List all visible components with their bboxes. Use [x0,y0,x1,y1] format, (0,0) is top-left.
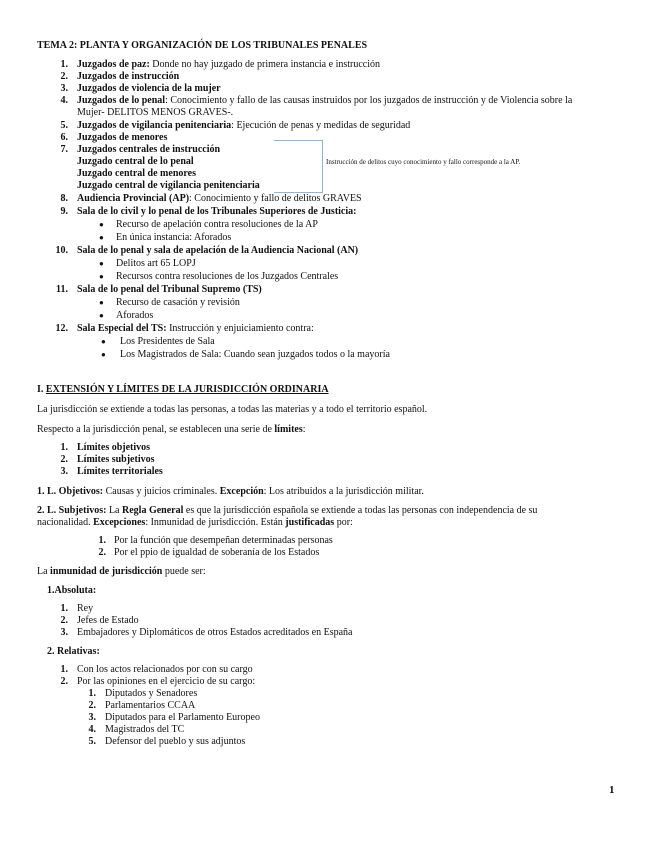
list-item: Sala de lo penal y sala de apelación de la Audiencia Nacional (AN) [77,245,359,256]
list-number: 3. [60,83,68,94]
list-number: 2. [88,700,96,711]
list-item-sub: Juzgado central de lo penal [77,156,194,167]
list-number: 1. [60,664,68,675]
list-item: Audiencia Provincial (AP): Conocimiento y fallo de delitos GRAVES [77,193,362,204]
list-number: 2. [60,615,68,626]
bullet-item: Aforados [116,310,154,321]
list-item: Juzgados de lo penal: Conocimiento y fallo de las causas instruidos por los juzgados de instrucción y de Violencia sobre la [77,95,573,106]
list-number: 1. [60,603,68,614]
bullet-icon: ● [99,233,104,242]
list-item: Sala de lo civil y lo penal de los Tribunales Superiores de Justicia: [77,206,357,217]
list-item: Límites objetivos [77,442,151,453]
list-number: 1. [98,535,106,546]
list-item: Parlamentarios CCAA [105,700,196,711]
list-number: 5. [88,736,96,747]
list-item: Por la función que desempeñan determinadas personas [114,535,333,546]
list-number: 7. [60,144,68,155]
list-item: Límites territoriales [77,466,163,477]
list-item: Sala de lo penal del Tribunal Supremo (TS) [77,284,262,295]
list-number: 1. [88,688,96,699]
list-item: Diputados para el Parlamento Europeo [105,712,260,723]
subheading: 1.Absoluta: [47,585,97,596]
bullet-icon: ● [99,259,104,268]
list-number: 2. [60,71,68,82]
paragraph: La inmunidad de jurisdicción puede ser: [37,566,206,577]
list-item: Juzgados de violencia de la mujer [77,83,221,94]
list-number: 6. [60,132,68,143]
bullet-item: Los Magistrados de Sala: Cuando sean juzgados todos o la mayoría [120,349,390,360]
list-number: 2. [60,676,68,687]
list-item-continuation: Mujer- DELITOS MENOS GRAVES-. [77,107,234,118]
list-number: 8. [60,193,68,204]
list-item: Juzgados de paz: Donde no hay juzgado de primera instancia e instrucción [77,59,380,70]
list-number: 9. [60,206,68,217]
list-item: Juzgados de instrucción [77,71,180,82]
list-item: Por las opiniones en el ejercicio de su cargo: [77,676,256,687]
list-number: 3. [88,712,96,723]
list-item-sub: Juzgado central de vigilancia penitenciaria [77,180,260,191]
paragraph: 1. L. Objetivos: Causas y juicios criminales. Excepción: Los atribuidos a la jurisdicción militar. [37,486,424,497]
list-number: 5. [60,120,68,131]
bracket-connector [274,140,323,193]
bullet-item: En única instancia: Aforados [116,232,232,243]
list-item: Con los actos relacionados por con su cargo [77,664,253,675]
paragraph: La jurisdicción se extiende a todas las personas, a todas las materias y a todo el territorio español. [37,404,428,415]
list-item: Sala Especial del TS: Instrucción y enjuiciamiento contra: [77,323,314,334]
bullet-item: Recurso de apelación contra resoluciones de la AP [116,219,318,230]
list-number: 4. [60,95,68,106]
list-number: 10. [55,245,68,256]
bullet-item: Recursos contra resoluciones de los Juzgados Centrales [116,271,339,282]
bullet-icon: ● [99,298,104,307]
list-number: 12. [55,323,68,334]
list-number: 11. [56,284,68,295]
paragraph: nacionalidad. Excepciones: Inmunidad de jurisdicción. Están justificadas por: [37,517,353,528]
paragraph: 2. L. Subjetivos: La Regla General es que la jurisdicción española se extiende a todas las personas con independencia de su [37,505,538,516]
list-number: 3. [60,627,68,638]
bullet-item: Recurso de casación y revisión [116,297,240,308]
bullet-item: Los Presidentes de Sala [120,336,215,347]
subheading: 2. Relativas: [47,646,100,657]
list-item: Embajadores y Diplomáticos de otros Estados acreditados en España [77,627,353,638]
list-item: Diputados y Senadores [105,688,198,699]
list-item: Jefes de Estado [77,615,139,626]
bullet-icon: ● [99,311,104,320]
bullet-icon: ● [101,350,106,359]
page-number: 1 [609,784,615,796]
list-item: Rey [77,603,94,614]
page-title: TEMA 2: PLANTA Y ORGANIZACIÓN DE LOS TRIBUNALES PENALES [37,40,368,51]
bullet-icon: ● [99,272,104,281]
list-item: Límites subjetivos [77,454,155,465]
list-item-sub: Juzgado central de menores [77,168,196,179]
bracket-note: Instrucción de delitos cuyo conocimiento y fallo corresponde a la AP. [326,158,521,166]
list-number: 1. [60,59,68,70]
list-item: Por el ppio de igualdad de soberanía de los Estados [114,547,320,558]
list-number: 1. [60,442,68,453]
bullet-icon: ● [99,220,104,229]
list-item: Juzgados de menores [77,132,168,143]
list-item: Juzgados de vigilancia penitenciaria: Ejecución de penas y medidas de seguridad [77,120,411,131]
list-number: 2. [60,454,68,465]
paragraph: Respecto a la jurisdicción penal, se establecen una serie de límites: [37,424,306,435]
section-heading: I. EXTENSIÓN Y LÍMITES DE LA JURISDICCIÓN ORDINARIA [37,384,329,395]
bullet-icon: ● [101,337,106,346]
list-item: Juzgados centrales de instrucción [77,144,221,155]
bullet-item: Delitos art 65 LOPJ [116,258,196,269]
list-item: Magistrados del TC [105,724,185,735]
list-item: Defensor del pueblo y sus adjuntos [105,736,246,747]
list-number: 3. [60,466,68,477]
list-number: 4. [88,724,96,735]
list-number: 2. [98,547,106,558]
